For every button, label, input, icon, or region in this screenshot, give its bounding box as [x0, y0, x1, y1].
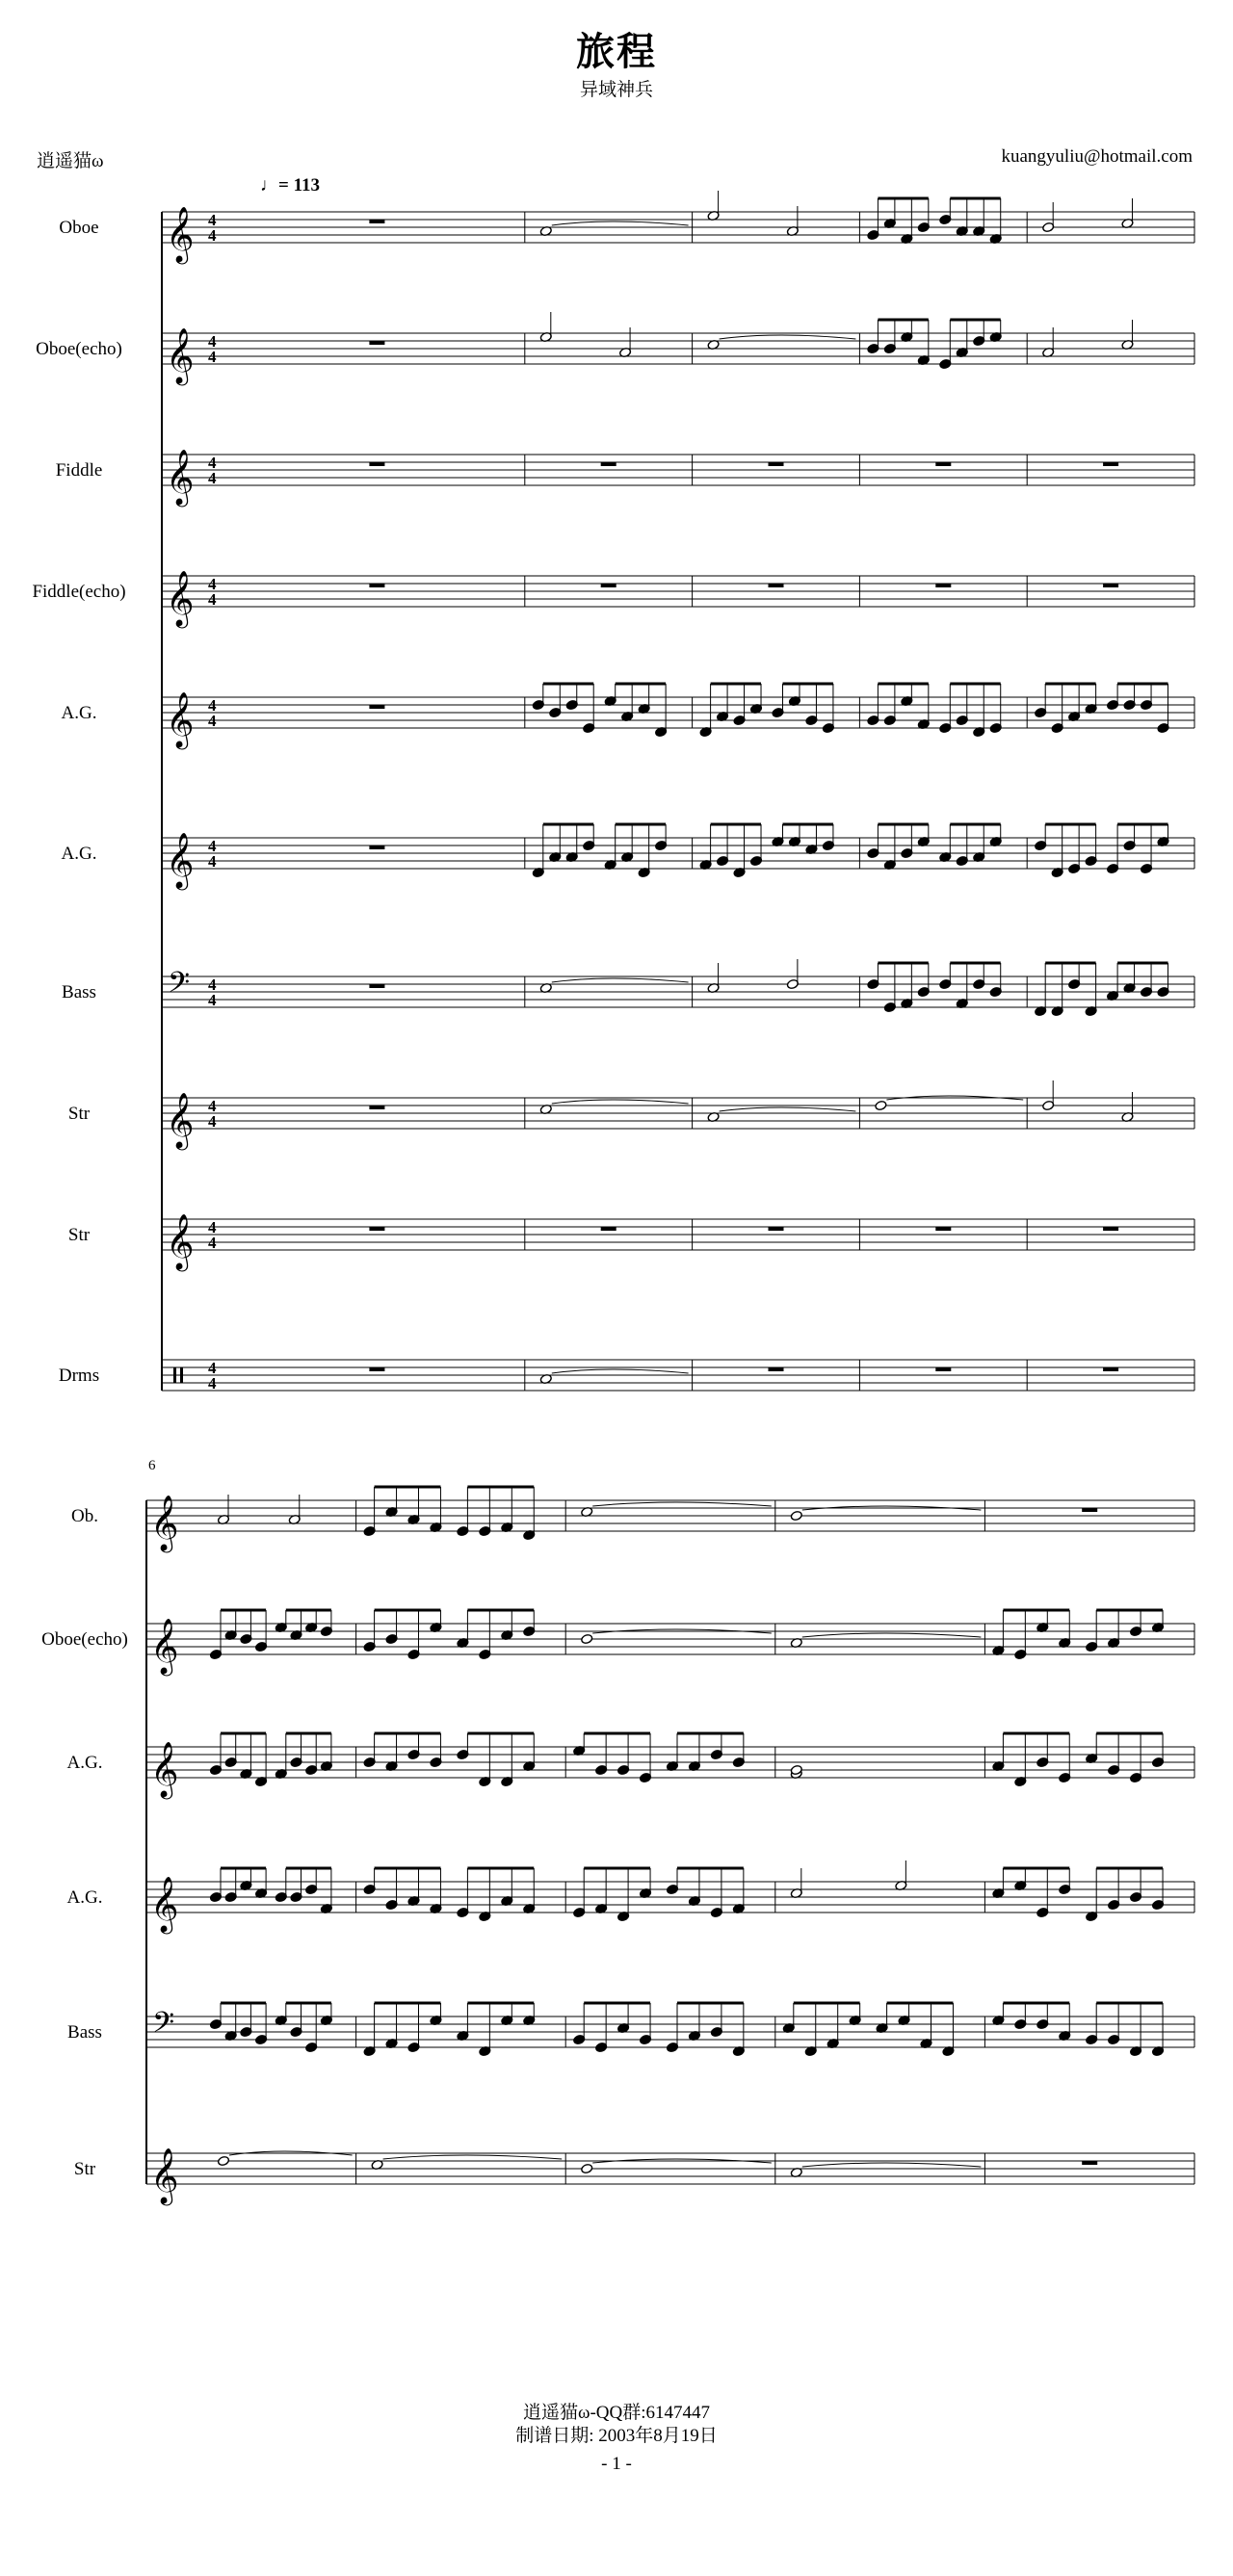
- tie-slur: [802, 2163, 982, 2167]
- note-head-hollow: [790, 1510, 802, 1521]
- instrument-label: Ob.: [71, 1506, 98, 1526]
- note-head-hollow: [581, 2163, 593, 2173]
- tie-slur: [383, 2155, 563, 2159]
- time-signature-bottom: 4: [208, 226, 217, 245]
- measure-number: 6: [148, 1458, 156, 1473]
- treble-clef-icon: 𝄞: [166, 832, 195, 888]
- instrument-label: A.G.: [61, 844, 97, 864]
- instrument-label: Str: [73, 2159, 96, 2179]
- instrument-label: Fiddle: [55, 460, 103, 481]
- whole-rest: [769, 1227, 784, 1231]
- whole-rest: [935, 1367, 951, 1371]
- whole-rest: [369, 220, 384, 223]
- time-signature-bottom: 4: [208, 348, 217, 366]
- whole-rest: [935, 1227, 951, 1231]
- whole-rest: [369, 462, 384, 466]
- whole-rest: [1103, 584, 1118, 587]
- tie-slur: [552, 221, 689, 225]
- tie-slur: [552, 1100, 689, 1104]
- bass-clef-icon: 𝄢: [168, 967, 191, 1006]
- treble-clef-icon: 𝄞: [166, 691, 195, 747]
- tie-slur: [592, 1502, 772, 1506]
- whole-rest: [1082, 2161, 1097, 2165]
- instrument-label: Bass: [62, 982, 96, 1002]
- footer-group-info: 逍遥猫ω-QQ群:6147447: [522, 2403, 711, 2423]
- instrument-label: Str: [67, 1225, 91, 1245]
- time-signature-top: 4: [208, 837, 217, 855]
- tie-slur: [552, 1369, 689, 1373]
- treble-clef-icon: 𝄞: [166, 1092, 195, 1148]
- whole-rest: [601, 462, 616, 466]
- whole-rest: [769, 462, 784, 466]
- contact-email: kuangyuliu@hotmail.com: [1001, 146, 1193, 167]
- treble-clef-icon: 𝄞: [166, 206, 195, 262]
- time-signature-bottom: 4: [208, 1234, 217, 1252]
- treble-clef-icon: 𝄞: [150, 1618, 179, 1674]
- time-signature-top: 4: [208, 454, 217, 472]
- treble-clef-icon: 𝄞: [166, 449, 195, 505]
- percussion-clef-icon: [173, 1367, 176, 1383]
- treble-clef-icon: 𝄞: [166, 1213, 195, 1269]
- time-signature-top: 4: [208, 1218, 217, 1236]
- instrument-label: Oboe(echo): [36, 339, 122, 359]
- tie-slur: [720, 335, 856, 339]
- whole-rest: [1103, 1227, 1118, 1231]
- whole-rest: [369, 846, 384, 849]
- whole-rest: [935, 584, 951, 587]
- time-signature-bottom: 4: [208, 852, 217, 871]
- tie-slur: [802, 1633, 982, 1637]
- instrument-label: Oboe(echo): [41, 1629, 128, 1650]
- whole-rest: [1082, 1508, 1097, 1512]
- note-head-hollow: [581, 1633, 593, 1644]
- time-signature-bottom: 4: [208, 1112, 217, 1131]
- time-signature-top: 4: [208, 1359, 217, 1377]
- time-signature-bottom: 4: [208, 712, 217, 730]
- instrument-label: A.G.: [66, 1887, 103, 1908]
- whole-rest: [369, 984, 384, 988]
- whole-rest: [369, 1227, 384, 1231]
- whole-rest: [369, 1106, 384, 1109]
- percussion-clef-icon: [180, 1367, 183, 1383]
- whole-rest: [601, 1227, 616, 1231]
- whole-rest: [1103, 462, 1118, 466]
- page-number: - 1 -: [601, 2454, 632, 2474]
- whole-rest: [769, 584, 784, 587]
- time-signature-top: 4: [208, 976, 217, 994]
- arranger-name: 逍遥猫ω: [37, 151, 104, 171]
- time-signature-top: 4: [208, 1097, 217, 1115]
- time-signature-top: 4: [208, 211, 217, 229]
- time-signature-bottom: 4: [208, 590, 217, 609]
- instrument-label: A.G.: [61, 703, 97, 723]
- whole-rest: [369, 341, 384, 345]
- tempo-marking: ♩= 113: [260, 175, 321, 195]
- bass-clef-icon: 𝄢: [152, 2007, 175, 2046]
- whole-rest: [769, 1367, 784, 1371]
- tie-slur: [552, 978, 689, 982]
- treble-clef-icon: 𝄞: [166, 327, 195, 383]
- score-subtitle: 异域神兵: [579, 80, 653, 100]
- time-signature-bottom: 4: [208, 469, 217, 487]
- note-head-hollow: [875, 1100, 887, 1110]
- time-signature-bottom: 4: [208, 991, 217, 1009]
- whole-rest: [369, 705, 384, 709]
- instrument-label: Drms: [58, 1366, 100, 1386]
- treble-clef-icon: 𝄞: [150, 1741, 179, 1797]
- score-title: 旅程: [576, 30, 657, 73]
- time-signature-top: 4: [208, 332, 217, 351]
- instrument-label: Oboe: [59, 218, 99, 238]
- instrument-label: Str: [67, 1104, 91, 1124]
- instrument-label: Fiddle(echo): [32, 582, 126, 602]
- treble-clef-icon: 𝄞: [150, 2147, 179, 2203]
- whole-rest: [1103, 1367, 1118, 1371]
- time-signature-top: 4: [208, 696, 217, 715]
- whole-rest: [601, 584, 616, 587]
- treble-clef-icon: 𝄞: [150, 1876, 179, 1932]
- instrument-label: Bass: [67, 2022, 102, 2043]
- footer-date: 制谱日期: 2003年8月19日: [515, 2426, 718, 2446]
- whole-rest: [369, 1367, 384, 1371]
- note-head-hollow: [217, 2155, 229, 2166]
- instrument-label: A.G.: [66, 1753, 103, 1773]
- whole-rest: [935, 462, 951, 466]
- whole-rest: [369, 584, 384, 587]
- treble-clef-icon: 𝄞: [166, 570, 195, 626]
- treble-clef-icon: 𝄞: [150, 1495, 179, 1550]
- time-signature-top: 4: [208, 575, 217, 593]
- tie-slur: [720, 1107, 856, 1111]
- time-signature-bottom: 4: [208, 1374, 217, 1392]
